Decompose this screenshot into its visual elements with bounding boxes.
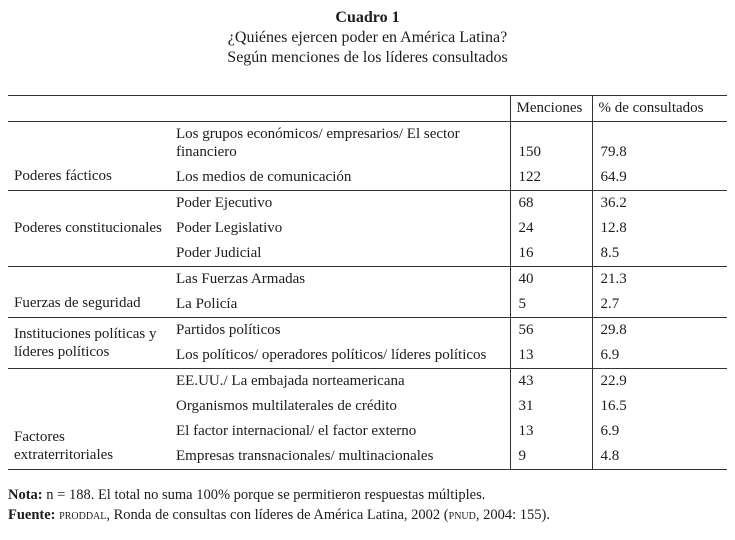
item-cell: La Policía [176,296,238,312]
header-empty-cell [8,96,510,122]
category-cell: Poderes fácticos [8,122,168,191]
pct-cell: 79.8 [592,122,727,166]
note-label: Nota: [8,487,43,503]
item-cell: Los grupos económicos/ empresarios/ El sector financiero [168,122,510,166]
source-pnud: pnud [448,507,476,523]
item-cell: Los políticos/ operadores políticos/ líderes políticos [176,347,487,363]
menciones-cell: 9 [510,444,592,470]
table-subtitle-line1: ¿Quiénes ejercen poder en América Latina? [227,29,508,46]
menciones-cell: 122 [510,165,592,191]
menciones-cell: 31 [510,394,592,419]
pct-cell: 64.9 [592,165,727,191]
menciones-cell: 150 [510,122,592,166]
pct-cell: 36.2 [592,191,727,217]
menciones-cell: 5 [510,292,592,318]
item-cell: Las Fuerzas Armadas [168,267,510,293]
header-menciones: Menciones [510,96,592,122]
category-cell: Fuerzas de seguridad [8,267,168,318]
menciones-cell: 56 [510,318,592,344]
pct-cell: 21.3 [592,267,727,293]
pct-cell: 12.8 [592,216,727,241]
pct-cell: 6.9 [592,343,727,369]
source-text-2: , 2004: 155). [475,507,550,523]
table-row [8,369,727,395]
item-cell: EE.UU./ La embajada norteamericana [168,369,510,395]
menciones-cell: 43 [510,369,592,395]
note-line [8,485,727,505]
table-row [8,191,727,217]
pct-cell: 22.9 [592,369,727,395]
note-text: n = 188. El total no suma 100% porque se permitieron respuestas múltiples. [42,487,486,503]
item-cell: El factor internacional/ el factor externo [176,423,417,439]
table-number-title: Cuadro 1 [335,9,400,26]
item-cell: Poder Judicial [176,245,262,261]
menciones-cell: 13 [510,343,592,369]
item-cell: Organismos multilaterales de crédito [176,398,397,414]
table-row [8,267,727,293]
power-mentions-table [8,95,727,470]
source-line [8,505,727,525]
category-cell: Poderes constitucionales [8,191,168,267]
menciones-cell: 24 [510,216,592,241]
menciones-cell: 13 [510,419,592,444]
pct-cell: 8.5 [592,241,727,267]
pct-cell: 4.8 [592,444,727,470]
pct-cell: 6.9 [592,419,727,444]
table-title-block [8,8,727,68]
item-cell: Empresas transnacionales/ multinacionales [176,448,434,464]
source-proddal: proddal [59,507,107,523]
item-cell: Los medios de comunicación [176,169,352,185]
source-label: Fuente: [8,507,56,523]
pct-cell: 2.7 [592,292,727,318]
pct-cell: 29.8 [592,318,727,344]
menciones-cell: 68 [510,191,592,217]
item-cell: Poder Ejecutivo [168,191,510,217]
table-row [8,318,727,344]
table-subtitle-line2: Según menciones de los líderes consultados [227,49,508,66]
category-cell: Instituciones políticas y líderes políticos [8,318,168,369]
header-row [8,96,727,122]
menciones-cell: 40 [510,267,592,293]
table-footnotes [8,485,727,525]
table-row [8,122,727,166]
item-cell: Poder Legislativo [176,220,283,236]
menciones-cell: 16 [510,241,592,267]
header-pct: % de consultados [592,96,727,122]
pct-cell: 16.5 [592,394,727,419]
category-cell: Factores extraterritoriales [8,369,168,470]
item-cell: Partidos políticos [168,318,510,344]
source-text-1: , Ronda de consultas con líderes de América Latina, 2002 ( [106,507,449,523]
